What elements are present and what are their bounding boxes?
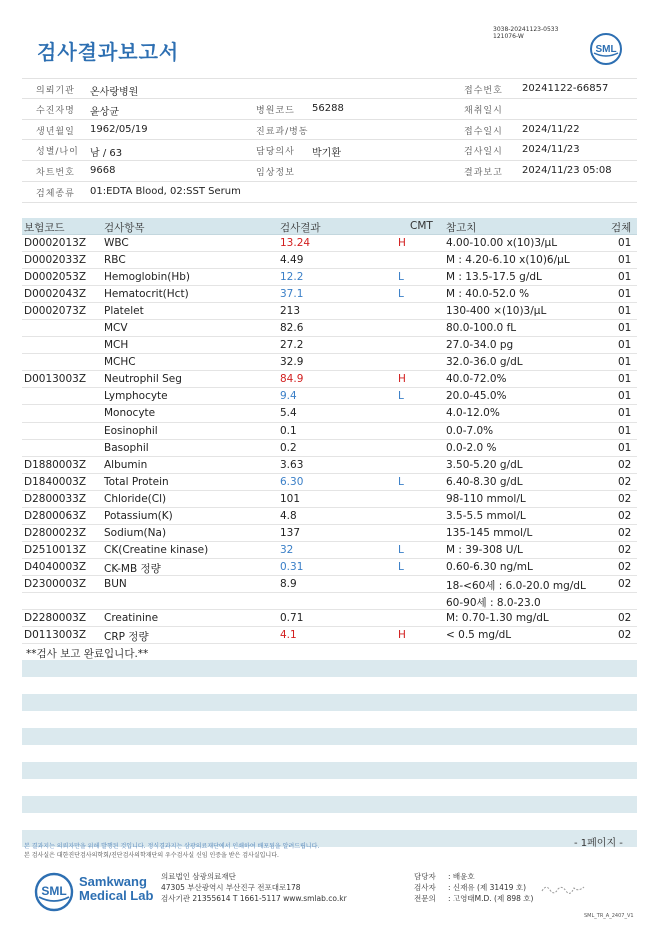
result-flag: L [398,288,404,301]
received-label: 접수일시 [464,126,503,137]
result-name: Total Protein [104,475,169,488]
result-specimen: 02 [618,458,632,471]
tested-value: 2024/11/23 [522,144,580,156]
result-specimen: 01 [618,424,632,437]
result-name: Eosinophil [104,424,158,437]
result-value: 0.71 [280,612,304,625]
sexage-label: 성별/나이 [36,147,79,158]
empty-band [22,796,637,813]
table-row [22,559,637,576]
result-specimen: 02 [618,577,632,590]
result-name: CK-MB 정량 [104,562,161,575]
result-name: Lymphocyte [104,390,168,403]
result-value: 12.2 [280,271,304,284]
result-code: D0002043Z [24,288,87,301]
result-name: BUN [104,577,127,590]
result-name: Hematocrit(Hct) [104,288,189,301]
result-flag: H [398,629,406,642]
org-contact: 검사기관 21355614 T 1661-5117 www.smlab.co.kr [161,894,347,903]
result-code: D2800033Z [24,492,87,505]
result-ref: 0.0-2.0 % [446,441,497,454]
result-code: D0002073Z [24,305,87,318]
sml-footer-logo-icon [34,872,74,912]
brand-name [79,875,153,903]
result-ref: 3.50-5.20 g/dL [446,458,523,471]
result-specimen: 01 [618,288,632,301]
page-number: - 1페이지 - [574,838,623,849]
result-code: D2510013Z [24,543,87,556]
result-specimen: 01 [618,237,632,249]
table-row [22,474,637,491]
table-row [22,508,637,525]
result-specimen: 02 [618,543,632,556]
report-label: 결과보고 [464,168,503,179]
tester-value: : 신재유 (제 31419 호) [448,883,526,892]
col-code: 보험코드 [24,222,65,234]
tester-label: 검사자 [414,883,436,892]
tested-label: 검사일시 [464,147,503,158]
result-name: Platelet [104,305,144,318]
result-value: 0.2 [280,441,297,454]
result-value: 6.30 [280,475,304,488]
table-row [22,320,637,337]
form-number: SML_TR_A_2407_V1 [584,913,634,919]
result-ref: 4.00-10.00 x(10)3/μL [446,237,558,249]
result-ref: M: 0.70-1.30 mg/dL [446,612,549,625]
doctor-value: 박기환 [312,148,341,160]
result-flag: H [398,237,406,249]
result-specimen: 01 [618,441,632,454]
empty-band [22,728,637,745]
result-specimen: 02 [618,629,632,642]
col-spec: 검체 [611,222,632,234]
complete-row [22,644,637,661]
result-ref: 40.0-72.0% [446,373,507,386]
results-header [22,218,637,235]
result-ref: 0.60-6.30 ng/mL [446,560,533,573]
result-specimen: 01 [618,356,632,369]
result-specimen: 02 [618,612,632,625]
result-value: 101 [280,492,301,505]
staff-label: 담당자 [414,872,436,881]
info-row [22,140,637,161]
result-specimen: 01 [618,271,632,284]
sexage-value: 남 / 63 [90,148,123,160]
result-flag: L [398,560,404,573]
disclaimer-1: 본 결과지는 의뢰자만을 위해 발행된 것입니다. 정식결과지는 삼광의료재단에서 인쇄하여 배포됨을 알려드립니다. [24,843,320,850]
result-value: 4.1 [280,629,297,642]
dob-label: 생년월일 [36,126,75,137]
result-flag: L [398,475,404,488]
brand-line1: Samkwang [79,874,147,889]
result-ref: 60-90세 : 8.0-23.0 [446,596,541,609]
specialist-label: 전문의 [414,894,436,903]
result-ref: 0.0-7.0% [446,424,494,437]
doctor-label: 담당의사 [256,147,295,158]
brand-line2: Medical Lab [79,888,154,903]
result-code: D0002013Z [24,237,87,249]
specimen-value: 01:EDTA Blood, 02:SST Serum [90,185,241,197]
table-row [22,235,637,252]
result-name: WBC [104,237,129,249]
col-ref: 참고치 [446,222,477,234]
result-value: 0.31 [280,560,304,573]
result-code: D0013003Z [24,373,87,386]
table-row [22,337,637,354]
table-row [22,252,637,269]
result-name: Monocyte [104,407,156,420]
empty-band [22,660,637,677]
info-row [22,78,637,99]
result-ref: M : 13.5-17.5 g/dL [446,271,542,284]
logo-text: SML [595,44,617,55]
table-row [22,610,637,627]
table-row [22,627,637,644]
hosp-code-label: 병원코드 [256,105,295,116]
specimen-label: 검체종류 [36,188,75,199]
table-row [22,286,637,303]
clinical-label: 임상정보 [256,168,295,179]
result-value: 5.4 [280,407,297,420]
result-ref: M : 4.20-6.10 x(10)6/μL [446,254,570,267]
col-value: 검사결과 [280,222,321,234]
dept-label: 진료과/병동 [256,126,309,137]
name-label: 수진자명 [36,105,75,116]
chart-label: 차트번호 [36,168,75,179]
table-row [22,388,637,405]
result-code: D2800023Z [24,526,87,539]
result-specimen: 02 [618,526,632,539]
result-ref: 4.0-12.0% [446,407,500,420]
result-name: Neutrophil Seg [104,373,182,386]
info-row [22,99,637,120]
result-specimen: 01 [618,305,632,318]
result-flag: H [398,373,406,386]
result-name: CRP 정량 [104,631,149,644]
result-value: 32 [280,543,294,556]
table-row [22,440,637,457]
empty-band [22,762,637,779]
hospital-value: 온사랑병원 [90,87,139,98]
report-value: 2024/11/23 05:08 [522,165,612,177]
result-ref: 80.0-100.0 fL [446,322,517,335]
col-flag: CMT [410,220,433,232]
result-code: D2280003Z [24,612,87,625]
result-ref: 18-<60세 : 6.0-20.0 mg/dL [446,579,586,592]
result-name: MCHC [104,356,136,369]
result-specimen: 01 [618,322,632,335]
info-row [22,161,637,182]
result-code: D1840003Z [24,475,87,488]
result-ref: 135-145 mmol/L [446,526,533,539]
result-value: 137 [280,526,301,539]
staff-value: : 배윤호 [448,872,475,881]
document-id [493,26,558,40]
result-specimen: 02 [618,509,632,522]
result-name: MCH [104,339,129,352]
result-value: 32.9 [280,356,304,369]
col-name: 검사항목 [104,222,145,234]
result-name: Potassium(K) [104,509,173,522]
complete-text: **검사 보고 완료입니다.** [26,648,149,661]
result-code: D0002053Z [24,271,87,284]
result-ref: 98-110 mmol/L [446,492,526,505]
org-address: 47305 부산광역시 부산진구 전포대로178 [161,883,301,892]
result-specimen: 02 [618,475,632,488]
dob-value: 1962/05/19 [90,123,148,135]
result-ref: M : 39-308 U/L [446,543,523,556]
sml-logo-icon [590,33,622,65]
receipt-no-value: 20241122-66857 [522,83,609,94]
result-value: 4.49 [280,254,304,267]
footer-staff [414,871,533,904]
empty-band [22,694,637,711]
result-value: 82.6 [280,322,304,335]
result-name: Chloride(Cl) [104,492,167,505]
table-row [22,593,637,610]
result-flag: L [398,271,404,284]
table-row [22,542,637,559]
result-name: Sodium(Na) [104,526,167,539]
table-row [22,354,637,371]
hospital-label: 의뢰기관 [36,86,75,96]
result-specimen: 01 [618,390,632,403]
result-code: D0002033Z [24,254,87,267]
result-name: MCV [104,322,128,335]
result-name: Albumin [104,458,148,471]
org-name: 의료법인 삼광의료재단 [161,872,236,881]
receipt-no-label: 접수번호 [464,86,503,96]
table-row [22,303,637,320]
table-row [22,491,637,508]
table-row [22,269,637,286]
result-ref: M : 40.0-52.0 % [446,288,530,301]
info-row [22,182,637,203]
result-code: D2800063Z [24,509,87,522]
result-value: 0.1 [280,424,297,437]
result-ref: 32.0-36.0 g/dL [446,356,523,369]
footer-logo-text: SML [41,884,67,898]
result-specimen: 01 [618,339,632,352]
collect-label: 채취일시 [464,105,503,116]
result-name: RBC [104,254,126,267]
result-flag: L [398,390,404,403]
result-value: 3.63 [280,458,304,471]
results-table [22,218,637,661]
result-value: 213 [280,305,301,318]
result-value: 8.9 [280,577,297,590]
name-value: 윤상균 [90,106,119,118]
info-row [22,120,637,141]
hosp-code-value: 56288 [312,102,344,114]
result-ref: 6.40-8.30 g/dL [446,475,523,488]
result-code: D2300003Z [24,577,87,590]
table-row [22,576,637,593]
patient-info [22,78,637,203]
specialist-value: : 고영태M.D. (제 898 호) [448,894,534,903]
table-row [22,423,637,440]
signature-icon [540,882,590,896]
results-body [22,235,637,644]
result-code: D0113003Z [24,629,87,642]
doc-id-line2: 121076-W [493,33,524,40]
result-flag: L [398,543,404,556]
result-name: Basophil [104,441,149,454]
result-value: 84.9 [280,373,304,386]
result-specimen: 01 [618,373,632,386]
result-specimen: 01 [618,254,632,267]
table-row [22,457,637,474]
result-ref: 27.0-34.0 pg [446,339,514,352]
result-ref: < 0.5 mg/dL [446,629,512,642]
result-ref: 20.0-45.0% [446,390,507,403]
result-ref: 3.5-5.5 mmol/L [446,509,526,522]
result-name: Hemoglobin(Hb) [104,271,191,284]
result-ref: 130-400 ×(10)3/μL [446,305,547,318]
footer-org [161,871,347,904]
table-row [22,525,637,542]
result-value: 9.4 [280,390,297,403]
disclaimer-2: 본 검사실은 대한진단검사의학회/진단검사의학재단의 우수검사실 신임 인증을 받은 검사실입니다. [24,852,279,859]
result-value: 4.8 [280,509,297,522]
result-name: CK(Creatine kinase) [104,543,209,556]
result-value: 13.24 [280,237,311,249]
result-name: Creatinine [104,612,159,625]
result-specimen: 02 [618,492,632,505]
result-value: 27.2 [280,339,304,352]
page-title: 검사결과보고서 [37,40,180,64]
result-code: D4040003Z [24,560,87,573]
result-code: D1880003Z [24,458,87,471]
received-value: 2024/11/22 [522,123,580,135]
chart-value: 9668 [90,165,116,177]
table-row [22,405,637,422]
result-value: 37.1 [280,288,304,301]
result-specimen: 01 [618,407,632,420]
table-row [22,371,637,388]
doc-id-line1: 3038-20241123-0533 [493,26,559,33]
result-specimen: 02 [618,560,632,573]
